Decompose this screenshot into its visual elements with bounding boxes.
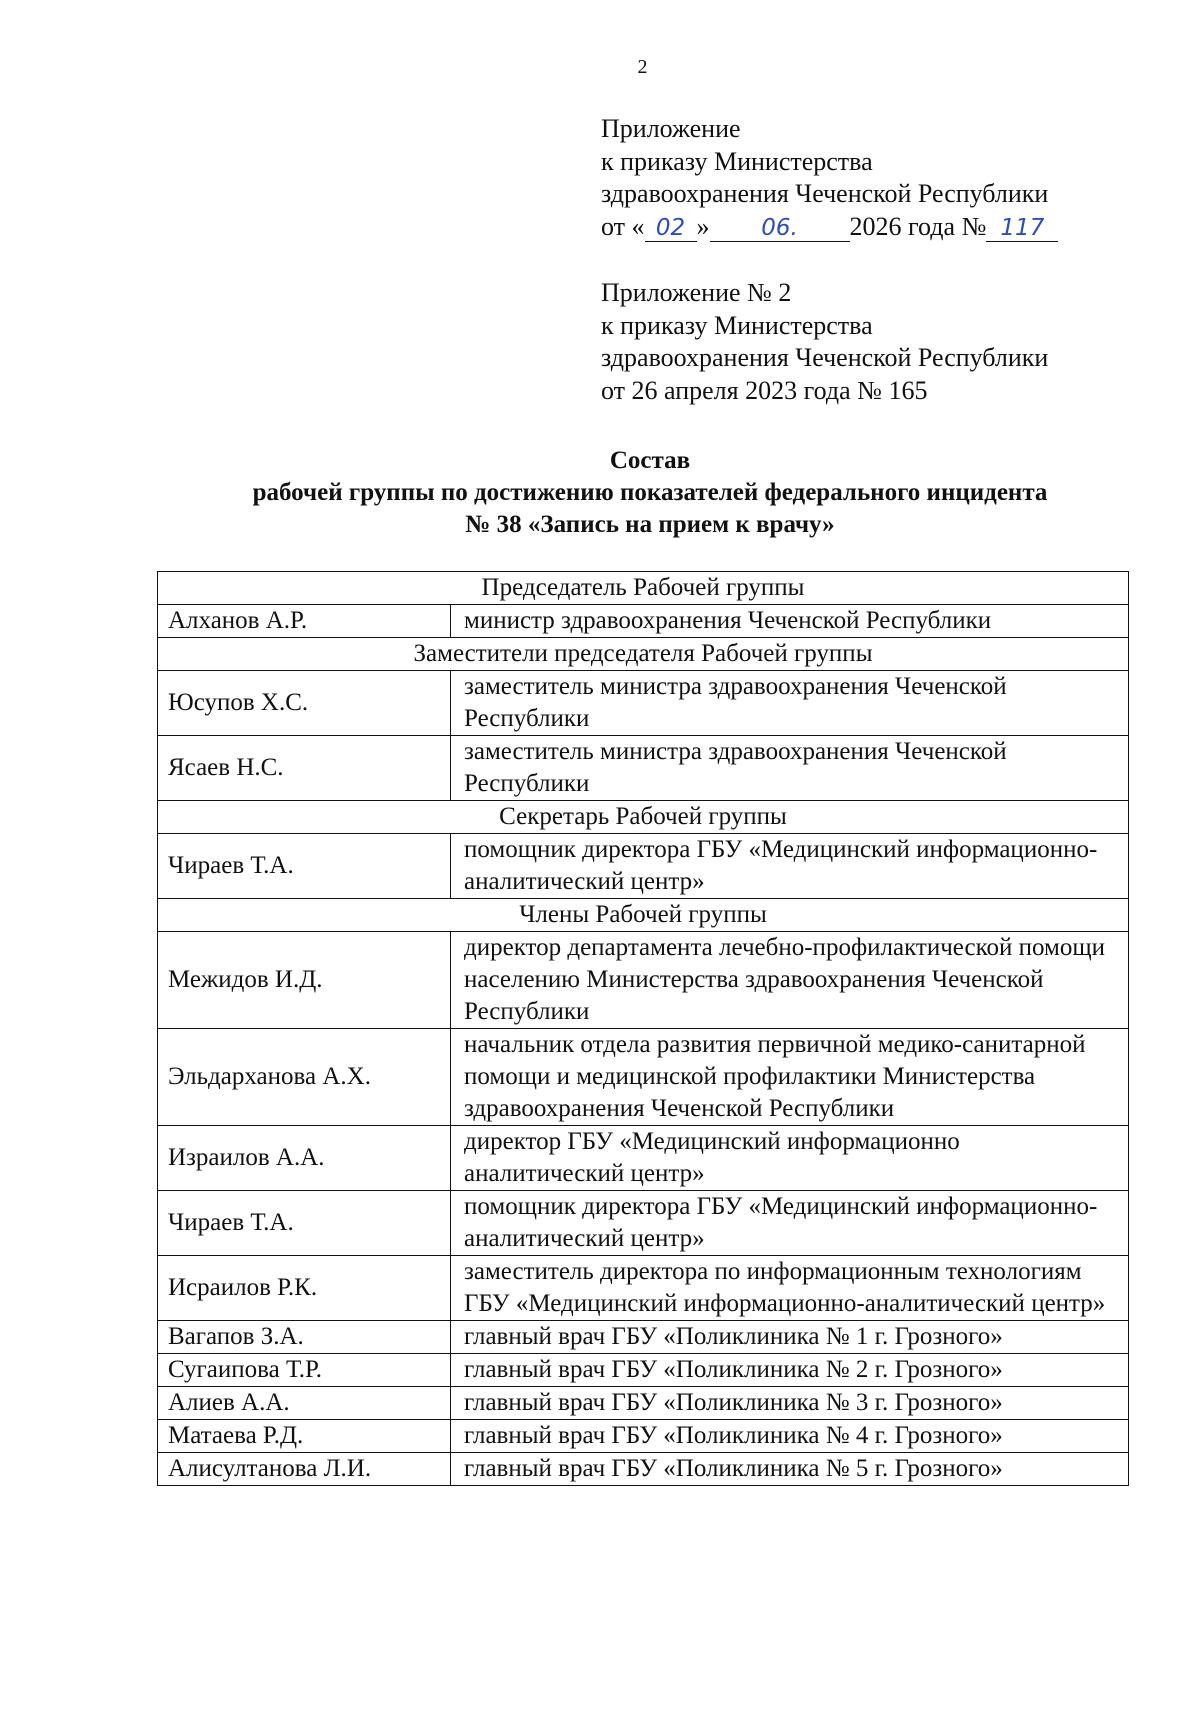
member-position: помощник директора ГБУ «Медицинский информационно-аналитический центр» <box>451 1191 1129 1256</box>
member-position: главный врач ГБУ «Поликлиника № 5 г. Грозного» <box>451 1453 1129 1486</box>
table-row <box>158 1256 1129 1321</box>
table-row <box>158 1126 1129 1191</box>
member-position: главный врач ГБУ «Поликлиника № 2 г. Грозного» <box>451 1354 1129 1387</box>
member-position: главный врач ГБУ «Поликлиника № 1 г. Грозного» <box>451 1321 1129 1354</box>
table-row <box>158 834 1129 899</box>
secretary-section-header: Секретарь Рабочей группы <box>158 801 1129 834</box>
title-line-3: № 38 «Запись на прием к врачу» <box>465 511 835 538</box>
member-name: Израилов А.А. <box>158 1126 451 1191</box>
date-year-text: 2026 года № <box>849 211 987 241</box>
member-position: начальник отдела развития первичной медико-санитарной помощи и медицинской профилактики Министерства здравоохранения Чеченской Республики <box>451 1029 1129 1126</box>
appendix-2-line-2: к приказу Министерства <box>601 310 873 340</box>
member-name: Ясаев Н.С. <box>158 736 451 801</box>
member-name: Эльдарханова А.Х. <box>158 1029 451 1126</box>
table-row <box>158 736 1129 801</box>
member-position: главный врач ГБУ «Поликлиника № 4 г. Грозного» <box>451 1420 1129 1453</box>
table-row <box>158 1453 1129 1486</box>
member-name: Чираев Т.А. <box>158 834 451 899</box>
member-position: главный врач ГБУ «Поликлиника № 3 г. Грозного» <box>451 1387 1129 1420</box>
member-position: заместитель министра здравоохранения Чеченской Республики <box>451 671 1129 736</box>
page-number: 2 <box>637 56 648 78</box>
member-name: Вагапов З.А. <box>158 1321 451 1354</box>
member-name: Чираев Т.А. <box>158 1191 451 1256</box>
title-line-1: Состав <box>609 447 691 474</box>
table-row <box>158 1029 1129 1126</box>
table-row <box>158 1387 1129 1420</box>
member-name: Алисултанова Л.И. <box>158 1453 451 1486</box>
handwritten-month: 06. <box>710 215 850 242</box>
member-position: министр здравоохранения Чеченской Республики <box>451 605 1129 638</box>
handwritten-order-number: 117 <box>986 215 1058 242</box>
table-row <box>158 1321 1129 1354</box>
member-name: Алиев А.А. <box>158 1387 451 1420</box>
member-name: Межидов И.Д. <box>158 932 451 1029</box>
working-group-table-body <box>158 572 1129 1486</box>
appendix-1-block <box>601 113 1121 243</box>
document-title <box>120 445 1180 541</box>
appendix-2-line-4: от 26 апреля 2023 года № 165 <box>601 375 928 405</box>
table-row <box>158 1354 1129 1387</box>
chair-section-header: Председатель Рабочей группы <box>158 572 1129 605</box>
members-section-header: Члены Рабочей группы <box>158 899 1129 932</box>
member-name: Матаева Р.Д. <box>158 1420 451 1453</box>
appendix-2-line-1: Приложение № 2 <box>601 278 792 307</box>
member-name: Юсупов Х.С. <box>158 671 451 736</box>
table-row <box>158 605 1129 638</box>
deputies-section-header: Заместители председателя Рабочей группы <box>158 638 1129 671</box>
handwritten-day: 02 <box>645 215 697 242</box>
chair-section-row <box>158 572 1129 605</box>
members-section-row <box>158 899 1129 932</box>
appendix-2-block <box>601 277 1121 407</box>
member-position: помощник директора ГБУ «Медицинский информационно-аналитический центр» <box>451 834 1129 899</box>
appendix-2-line-3: здравоохранения Чеченской Республики <box>601 343 1049 372</box>
appendix-1-line-3: здравоохранения Чеченской Республики <box>601 179 1049 208</box>
member-position: заместитель министра здравоохранения Чеченской Республики <box>451 736 1129 801</box>
deputies-section-row <box>158 638 1129 671</box>
date-prefix: от « <box>601 211 645 241</box>
member-position: директор ГБУ «Медицинский информационно аналитический центр» <box>451 1126 1129 1191</box>
member-position: директор департамента лечебно-профилактической помощи населению Министерства здравоохранения Чеченской Республики <box>451 932 1129 1029</box>
member-name: Сугаипова Т.Р. <box>158 1354 451 1387</box>
table-row <box>158 1420 1129 1453</box>
member-name: Алханов А.Р. <box>158 605 451 638</box>
table-row <box>158 671 1129 736</box>
secretary-section-row <box>158 801 1129 834</box>
appendix-1-line-1: Приложение <box>601 114 741 143</box>
member-name: Исраилов Р.К. <box>158 1256 451 1321</box>
table-row <box>158 932 1129 1029</box>
date-mid: » <box>696 211 710 241</box>
table-row <box>158 1191 1129 1256</box>
member-position: заместитель директора по информационным технологиям ГБУ «Медицинский информационно-аналитический центр» <box>451 1256 1129 1321</box>
working-group-table <box>157 571 1129 1486</box>
appendix-1-line-2: к приказу Министерства <box>601 146 873 176</box>
appendix-1-date-line <box>601 211 1121 244</box>
title-line-2: рабочей группы по достижению показателей федерального инцидента <box>252 479 1048 506</box>
